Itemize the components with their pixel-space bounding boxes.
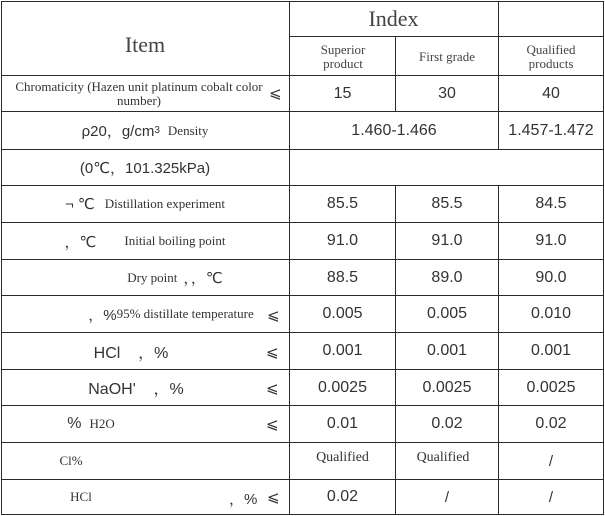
less-equal-sign: ⩽: [266, 415, 279, 433]
value-first: 0.02: [431, 415, 463, 432]
specification-table: [1, 1, 604, 515]
value-first: 0.005: [426, 305, 468, 322]
distillate-text: 95% distillate temperature: [116, 306, 254, 321]
value-first: 85.5: [431, 195, 463, 212]
first-grade-header: First grade: [419, 48, 475, 64]
index-header: Index: [368, 5, 419, 31]
initial-boiling-label: [1, 223, 289, 259]
value-superior: 91.0: [326, 232, 359, 249]
distillation-text: Distillation experiment: [104, 196, 225, 211]
density-unit-exponent: 3: [154, 125, 160, 136]
h-rule: [1, 514, 604, 515]
value-superior: Qualified: [316, 450, 369, 465]
value-qualified: 0.02: [535, 415, 567, 432]
naoh-label: NaOH' ，%: [88, 381, 184, 398]
hcl-residue-label: HCl: [70, 489, 92, 504]
value-superior-first-merged: 1.460-1.466: [351, 121, 437, 139]
value-superior: 88.5: [326, 268, 359, 286]
value-qualified: 84.5: [535, 195, 567, 212]
value-superior: 0.001: [322, 342, 363, 359]
distillate-temperature-label: [1, 296, 271, 332]
value-qualified: /: [548, 488, 554, 506]
value-qualified: /: [548, 452, 554, 470]
chloride-label: Cl%: [59, 453, 83, 468]
value-superior: 15: [333, 84, 352, 102]
value-qualified: 90.0: [535, 268, 567, 286]
distillate-symbol: ，%: [88, 306, 117, 324]
v-rule: [603, 1, 604, 515]
less-equal-sign: ⩽: [267, 306, 280, 324]
value-qualified: 0.0025: [526, 378, 576, 396]
dry-point-text: Dry point: [127, 269, 178, 285]
water-symbol: %: [67, 415, 82, 432]
item-header: Item: [124, 32, 166, 57]
value-first: 89.0: [431, 268, 463, 286]
superior-product-header: Superior product: [320, 41, 366, 71]
value-qualified: 0.010: [530, 305, 572, 322]
value-qualified: 1.457-1.472: [508, 121, 594, 139]
value-qualified: 0.001: [530, 342, 572, 359]
less-equal-sign: ⩽: [269, 84, 282, 102]
hcl-label: HCl ，%: [93, 344, 169, 362]
initial-boiling-text: Initial boiling point: [124, 233, 226, 248]
value-first: 0.001: [426, 342, 468, 359]
value-first: Qualified: [416, 450, 470, 465]
chromaticity-label: Chromaticity (Hazen unit platinum cobalt color number): [15, 78, 263, 108]
value-superior: 0.0025: [318, 378, 367, 396]
value-superior: 85.5: [326, 195, 359, 212]
initial-boiling-symbol: ，℃: [64, 233, 97, 251]
dry-point-label: [1, 260, 289, 295]
less-equal-sign: ⩽: [266, 343, 279, 361]
water-label: [51, 406, 131, 442]
hcl-residue-symbol: ，%: [229, 491, 258, 508]
value-first: 30: [438, 84, 456, 102]
dry-point-symbol: ，，℃: [183, 270, 223, 287]
value-superior: 0.02: [326, 488, 359, 505]
conditions-label: (0℃，101.325kPa): [79, 160, 211, 177]
distillation-symbol: ¬ ℃: [64, 196, 95, 213]
h-rule: [289, 36, 604, 37]
value-first: 91.0: [431, 232, 463, 249]
qualified-products-header: Qualified products: [526, 41, 576, 71]
value-first: /: [444, 488, 450, 506]
less-equal-sign: ⩽: [267, 488, 280, 506]
less-equal-sign: ⩽: [266, 379, 279, 397]
value-superior: 0.005: [322, 305, 363, 322]
water-text: H2O: [89, 416, 115, 431]
value-first: 0.0025: [422, 378, 472, 396]
density-label: [1, 112, 289, 149]
distillation-label: [1, 186, 289, 222]
value-superior: 0.01: [326, 415, 359, 432]
density-symbol: ρ20，g/cm: [81, 123, 155, 140]
value-qualified: 40: [542, 84, 560, 102]
density-text: Density: [167, 122, 209, 138]
value-qualified: 91.0: [535, 232, 567, 249]
